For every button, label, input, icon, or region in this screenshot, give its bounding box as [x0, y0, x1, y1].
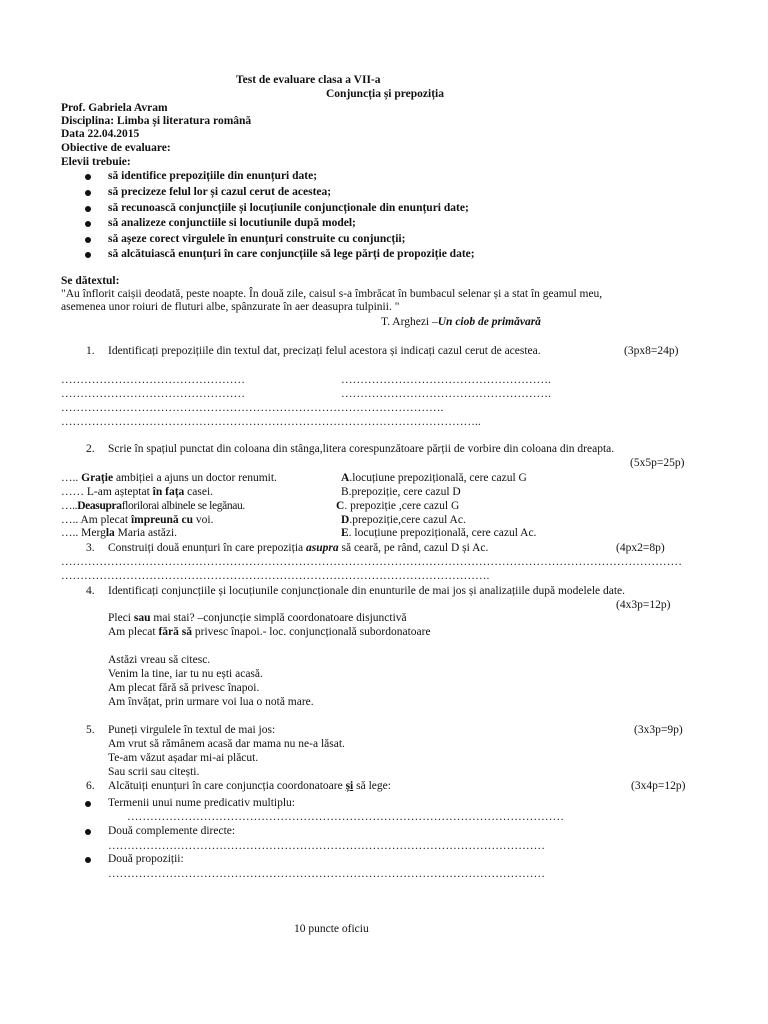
answer-dots[interactable]: ………………………………………………. — [341, 374, 551, 386]
q5-points: (3x3p=9p) — [634, 724, 683, 736]
keyword: împreună cu — [130, 514, 194, 526]
q5-sentence: Am vrut să rămânem acasă dar mama nu ne-a lăsat. — [108, 738, 345, 750]
q3-text-part: Construiți două enunțuri în care prepoziția — [108, 542, 306, 554]
answer-dots[interactable]: ……………………………………………………………………………………………………………………………………………… — [61, 556, 682, 568]
quoted-text-line-2: asemenea unor roiuri de fluturi albe, spânzurate în aer deasupra tulpinii. " — [61, 301, 400, 313]
matching-left-item — [61, 486, 213, 499]
option-letter: A — [341, 472, 350, 484]
q6-text — [108, 780, 391, 793]
students-heading: Elevii trebuie: — [61, 156, 131, 168]
keyword: Grație — [81, 472, 114, 484]
sentence-rest: Maria astăzi. — [114, 527, 178, 539]
teacher-name: Prof. Gabriela Avram — [61, 102, 168, 114]
bullet-icon — [85, 237, 91, 243]
answer-dots[interactable]: ………………………………………………. — [341, 388, 551, 400]
q4-text: Identificați conjuncțiile și locuțiunile conjuncționale din enunturile de mai jos și analizațiile după modelele date. — [108, 585, 626, 597]
objective-item: să identifice prepozițiile din enunțuri date; — [108, 170, 318, 182]
answer-slot[interactable]: ….. — [61, 500, 78, 512]
example-text: Am plecat — [108, 626, 159, 638]
bullet-icon — [85, 174, 91, 180]
sentence-rest: voi. — [193, 514, 214, 526]
option-letter: B — [341, 486, 349, 498]
bullet-icon — [85, 829, 91, 835]
q4-sentence: Venim la tine, iar tu nu ești acasă. — [108, 668, 263, 680]
matching-right-item — [341, 486, 461, 499]
example-keyword: fără să — [158, 626, 192, 638]
option-desc: .locuțiune prepozițională, cere cazul G — [349, 472, 527, 484]
q4-points: (4x3p=12p) — [616, 599, 671, 611]
example-keyword: sau — [133, 612, 151, 624]
q6-item-label: Termenii unui nume predicativ multiplu: — [108, 797, 295, 809]
answer-slot[interactable]: …… L-am așteptat — [61, 486, 153, 498]
option-desc: . prepoziție ,cere cazul G — [344, 500, 460, 512]
q5-sentence: Sau scrii sau citești. — [108, 766, 200, 778]
q2-text: Scrie în spațiul punctat din coloana din stânga,litera corespunzătoare părții de vorbire din coloana din dreapta. — [108, 443, 615, 455]
keyword: în fața — [152, 486, 185, 498]
answer-slot[interactable]: ….. Am plecat — [61, 514, 131, 526]
q5-sentence: Te-am văzut așadar mi-ai plăcut. — [108, 752, 259, 764]
bullet-icon — [85, 252, 91, 258]
q4-number: 4. — [86, 585, 95, 597]
text-intro: Se dătextul: — [61, 275, 120, 287]
q3-points: (4px2=8p) — [616, 542, 665, 554]
q3-text — [108, 542, 488, 555]
matching-right-item — [341, 514, 466, 527]
citation — [381, 316, 541, 329]
answer-dots[interactable]: ………………………………………… — [61, 374, 245, 386]
answer-dots[interactable]: ………………………………………… — [61, 388, 245, 400]
matching-right-item — [341, 527, 536, 540]
matching-left-item — [61, 527, 177, 540]
objective-item: să alcătuiască enunțuri în care conjuncțiile să lege părți de propoziție date; — [108, 248, 475, 260]
title-line-2: Conjuncția și prepoziția — [326, 88, 444, 100]
quoted-text-line-1: "Au înflorit caișii deodată, peste noapte. În două zile, caisul s-a îmbrăcat în bumbacul selenar și a stat în geamul meu, — [61, 288, 603, 300]
objective-item: să analizeze conjunctiile si locutiunile după model; — [108, 217, 356, 229]
q4-sentence: Am plecat fără să privesc înapoi. — [108, 682, 260, 694]
option-letter: C — [336, 500, 345, 512]
bullet-icon — [85, 190, 91, 196]
bullet-icon — [85, 221, 91, 227]
answer-slot[interactable]: ….. Merg — [61, 527, 106, 539]
title-line-1: Test de evaluare clasa a VII-a — [236, 74, 381, 86]
matching-right-item — [336, 500, 459, 513]
example-text: mai stai? –conjuncție simplă coordonatoare disjunctivă — [150, 612, 407, 624]
answer-dots[interactable]: …………………………………………………………………………………………………… — [108, 868, 545, 880]
q4-example-1 — [108, 612, 407, 625]
q3-text-part: să ceară, pe rând, cazul D și Ac. — [338, 542, 489, 554]
answer-dots[interactable]: ………………………………………………………………………………………. — [61, 402, 444, 414]
answer-dots[interactable]: …………………………………………………………………………………………………. — [61, 570, 490, 582]
q6-item-label: Două complemente directe: — [108, 825, 236, 837]
matching-right-item — [341, 472, 527, 485]
q6-number: 6. — [86, 780, 95, 792]
option-letter: D — [341, 514, 350, 526]
q6-text-part: Alcătuiți enunțuri în care conjuncția coordonatoare — [108, 780, 346, 792]
matching-left-item — [61, 500, 245, 513]
sentence-rest: casei. — [184, 486, 214, 498]
date: Data 22.04.2015 — [61, 128, 140, 140]
answer-dots[interactable]: …………………………………………………………………………………………………… — [108, 840, 545, 852]
q1-points: (3px8=24p) — [624, 345, 679, 357]
q4-example-2 — [108, 626, 431, 639]
author: T. Arghezi – — [381, 316, 438, 328]
keyword: la — [105, 527, 115, 539]
option-desc: . locuțiune prepozițională, cere cazul Ac. — [348, 527, 537, 539]
matching-left-item — [61, 514, 214, 527]
option-letter: E — [341, 527, 349, 539]
answer-dots[interactable]: ……………………………………………………………………………………………….. — [61, 416, 481, 428]
q4-sentence: Am învățat, prin urmare voi lua o notă mare. — [108, 696, 314, 708]
q6-text-part: să lege: — [353, 780, 391, 792]
q1-text: Identificați prepozițiile din textul dat, precizați felul acestora și indicați cazul cerut de acestea. — [108, 345, 541, 357]
objectives-heading: Obiective de evaluare: — [61, 142, 171, 154]
discipline: Disciplina: Limba și literatura română — [61, 115, 252, 127]
q3-keyword: asupra — [306, 542, 339, 554]
sentence-rest: florilorai albinele se legănau. — [121, 500, 245, 512]
q5-text: Puneți virgulele în textul de mai jos: — [108, 724, 276, 736]
bonus-points: 10 puncte oficiu — [294, 923, 369, 935]
example-text: privesc înapoi.- loc. conjuncțională subordonatoare — [192, 626, 431, 638]
q3-number: 3. — [86, 542, 95, 554]
objective-item: să precizeze felul lor și cazul cerut de acestea; — [108, 186, 332, 198]
option-desc: .prepoziție,cere cazul Ac. — [349, 514, 466, 526]
option-desc: .prepoziție, cere cazul D — [348, 486, 461, 498]
q4-sentence: Astăzi vreau să citesc. — [108, 654, 211, 666]
bullet-icon — [85, 857, 91, 863]
q6-item-label: Două propoziții: — [108, 853, 184, 865]
example-text: Pleci — [108, 612, 134, 624]
keyword: Deasupra — [77, 500, 122, 512]
sentence-rest: ambiției a ajuns un doctor renumit. — [113, 472, 277, 484]
q6-keyword: și — [345, 780, 354, 792]
q5-number: 5. — [86, 724, 95, 736]
bullet-icon — [85, 206, 91, 212]
matching-left-item — [61, 472, 277, 485]
q1-number: 1. — [86, 345, 95, 357]
objective-item: să recunoască conjuncțiile și locuțiunile conjuncționale din enunțuri date; — [108, 202, 469, 214]
q6-points: (3x4p=12p) — [631, 780, 686, 792]
q2-points: (5x5p=25p) — [630, 457, 685, 469]
objective-item: să așeze corect virgulele în enunțuri construite cu conjuncții; — [108, 233, 406, 245]
work-title: Un ciob de primăvară — [437, 316, 541, 328]
q2-number: 2. — [86, 443, 95, 455]
bullet-icon — [85, 801, 91, 807]
answer-dots[interactable]: …………………………………………………………………………………………………… — [127, 811, 564, 823]
answer-slot[interactable]: ….. — [61, 472, 82, 484]
